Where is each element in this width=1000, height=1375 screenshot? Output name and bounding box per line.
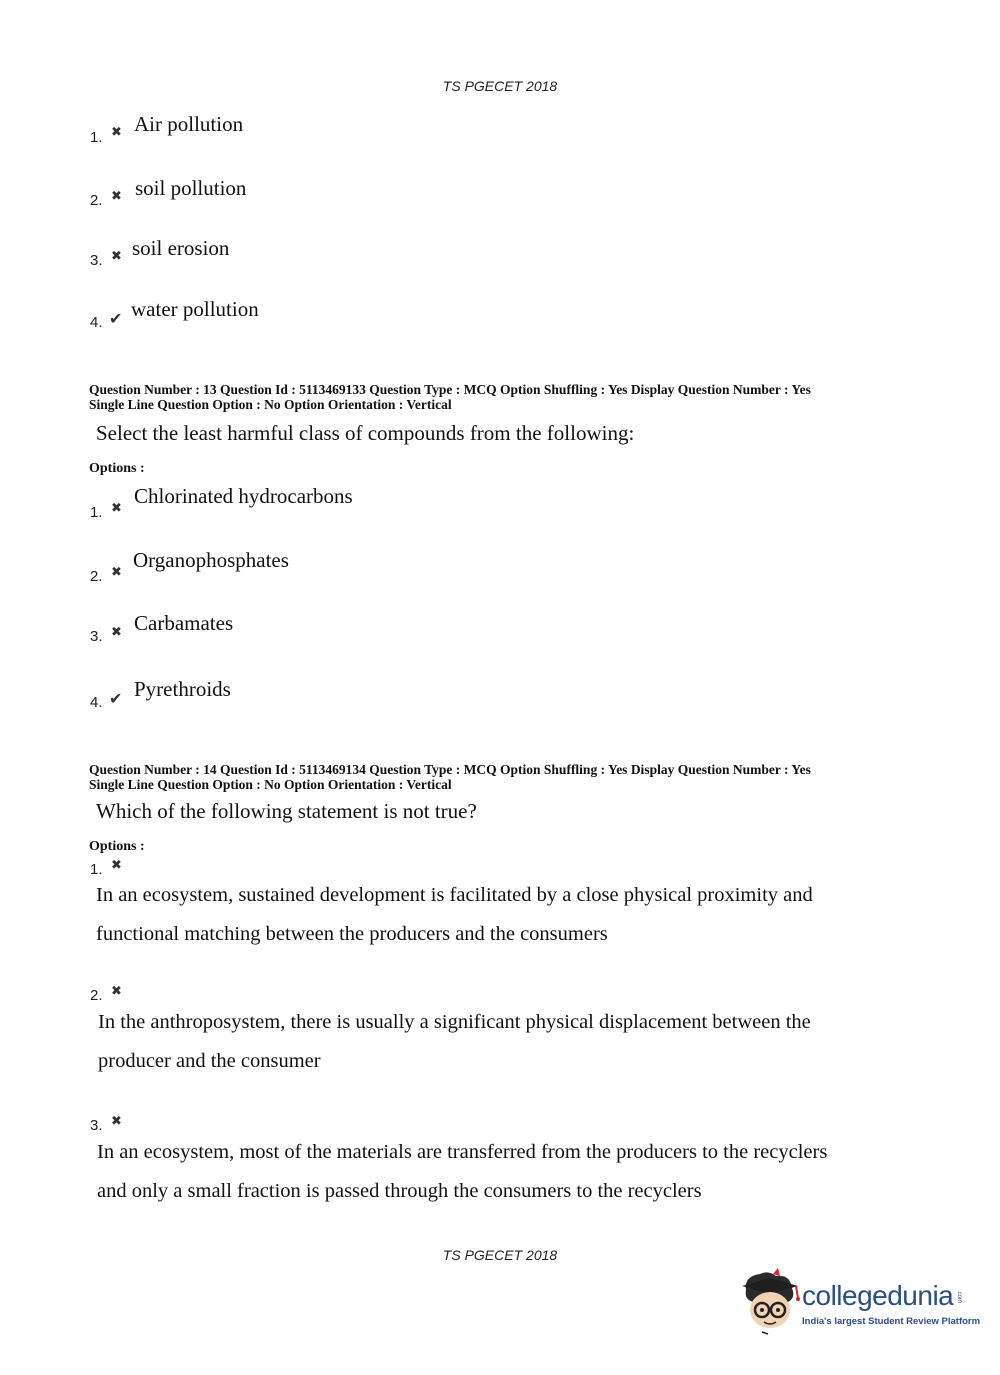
option-text: Pyrethroids xyxy=(134,677,231,701)
cross-icon: ✖ xyxy=(111,125,122,140)
logo-domain: .com xyxy=(956,1290,962,1304)
cross-icon: ✖ xyxy=(111,501,122,516)
check-icon: ✔ xyxy=(109,689,123,708)
cross-icon: ✖ xyxy=(111,565,122,580)
question-text: Which of the following statement is not true? xyxy=(96,799,477,823)
option-text: Organophosphates xyxy=(133,548,289,572)
cross-icon: ✖ xyxy=(111,984,122,999)
option-text-line: In the anthroposystem, there is usually a significant physical displacement between the xyxy=(98,1011,811,1033)
collegedunia-logo[interactable] xyxy=(740,1268,980,1340)
option-number: 1. xyxy=(90,504,103,521)
logo-tagline: India's largest Student Review Platform xyxy=(802,1316,981,1327)
options-label: Options : xyxy=(89,839,145,854)
option-text-line: In an ecosystem, sustained development is facilitated by a close physical proximity and xyxy=(96,884,813,906)
option-text: water pollution xyxy=(131,297,259,321)
option-number: 4. xyxy=(90,314,103,331)
option-number: 3. xyxy=(90,628,103,645)
option-number: 2. xyxy=(90,568,103,585)
logo-wordmark: collegedunia xyxy=(802,1280,954,1311)
option-text xyxy=(97,1133,827,1211)
cross-icon: ✖ xyxy=(111,249,122,264)
option-text-line: functional matching between the producers and the consumers xyxy=(96,923,608,945)
option-number: 2. xyxy=(90,987,103,1004)
option-text: Carbamates xyxy=(134,611,234,635)
question-meta-line2: Single Line Question Option : No Option Orientation : Vertical xyxy=(89,777,452,792)
cross-icon: ✖ xyxy=(111,1114,122,1129)
option-number: 1. xyxy=(90,861,103,878)
question-text: Select the least harmful class of compounds from the following: xyxy=(96,421,635,445)
page-header: TS PGECET 2018 xyxy=(442,78,558,94)
question-meta-line1: Question Number : 13 Question Id : 5113469133 Question Type : MCQ Option Shuffling : Yes Display Question Number : Yes xyxy=(89,382,811,397)
option-number: 3. xyxy=(90,252,103,269)
option-text-line: producer and the consumer xyxy=(98,1050,321,1072)
option-text-line: and only a small fraction is passed through the consumers to the recyclers xyxy=(97,1180,702,1202)
option-text-line: In an ecosystem, most of the materials are transferred from the producers to the recyclers xyxy=(97,1141,828,1163)
cross-icon: ✖ xyxy=(111,858,122,873)
option-number: 2. xyxy=(90,192,103,209)
option-number: 3. xyxy=(90,1117,103,1134)
page-footer-title: TS PGECET 2018 xyxy=(442,1247,558,1263)
option-text: Air pollution xyxy=(134,112,244,136)
option-text: soil erosion xyxy=(132,236,230,260)
check-icon: ✔ xyxy=(109,309,123,328)
option-text xyxy=(98,1003,811,1081)
question-meta-line2: Single Line Question Option : No Option Orientation : Vertical xyxy=(89,397,452,412)
option-text xyxy=(96,876,813,954)
cross-icon: ✖ xyxy=(111,625,122,640)
option-number: 1. xyxy=(90,129,103,146)
cross-icon: ✖ xyxy=(111,189,122,204)
option-text: soil pollution xyxy=(135,176,247,200)
option-text: Chlorinated hydrocarbons xyxy=(134,484,353,508)
options-label: Options : xyxy=(89,461,145,476)
question-meta-line1: Question Number : 14 Question Id : 5113469134 Question Type : MCQ Option Shuffling : Yes Display Question Number : Yes xyxy=(89,762,811,777)
option-number: 4. xyxy=(90,694,103,711)
mascot-icon xyxy=(740,1268,802,1340)
